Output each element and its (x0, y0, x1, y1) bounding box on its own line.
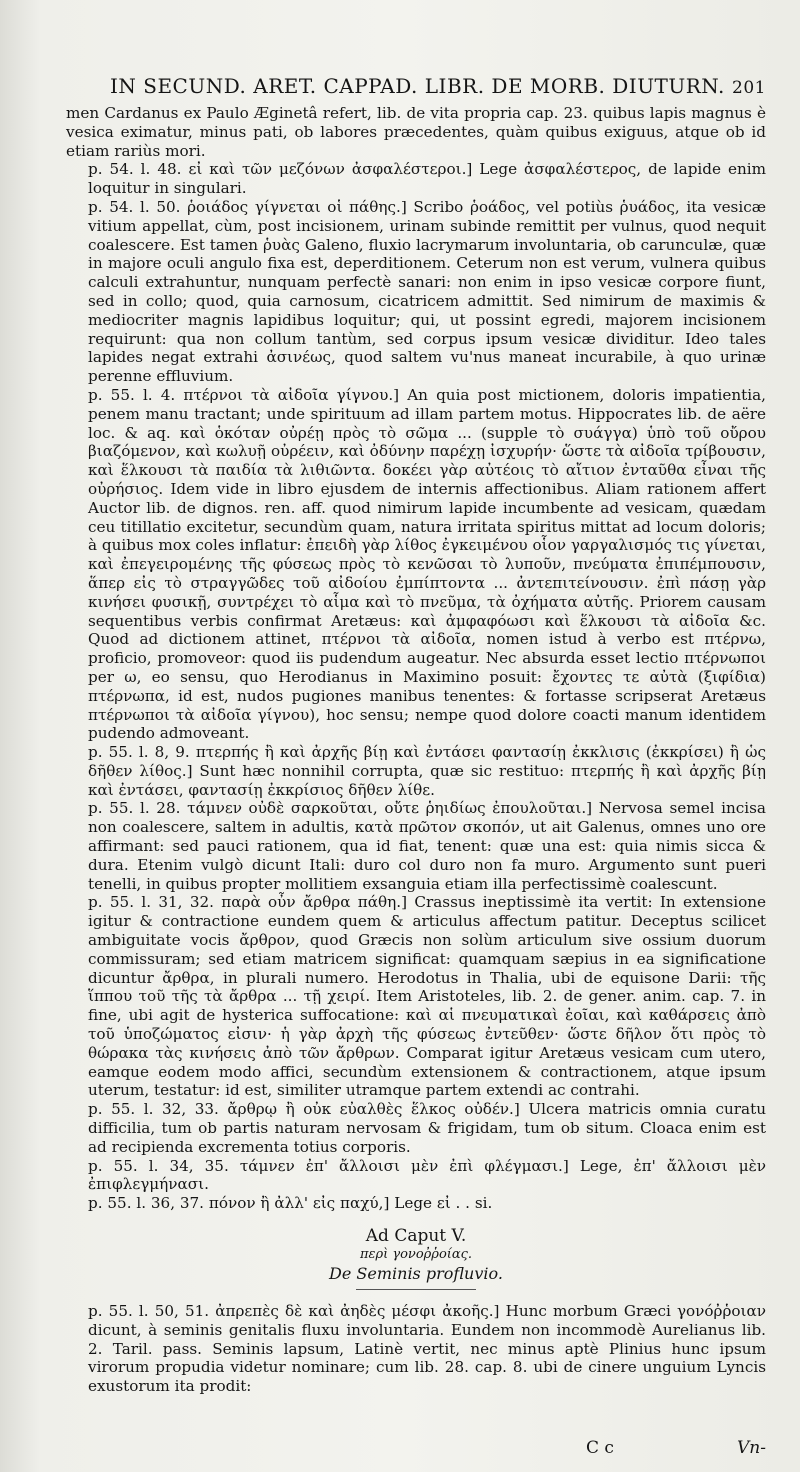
page-footer (66, 1438, 766, 1458)
body-text (66, 104, 766, 1213)
chapter-greek-title: περὶ γονοῤῥοίας. (359, 1247, 473, 1263)
page-number: 201 (732, 78, 766, 98)
paragraph: p. 55. l. 8, 9. πτερπής ἢ καὶ ἀρχῆς βίῃ καὶ ἐντάσει φαντασίῃ ἐκκλισις (ἐκκρίσει) ἢ ὡς δῆθεν λίθος.] Sunt hæc nonnihil corrupta, quæ sic restituo: πτερπής ἢ καὶ ἀρχῆς βίῃ καὶ ἐντάσει, φαντασίῃ ἐκκρίσιος δῆθεν λίθε. (88, 743, 766, 799)
body-text-after (66, 1302, 766, 1396)
signature-mark: C c (586, 1438, 614, 1458)
running-head-title: IN SECUND. ARET. CAPPAD. LIBR. DE MORB. DIUTURN. (110, 74, 725, 98)
paragraph: p. 55. l. 28. τάμνεν οὐδὲ σαρκοῦται, οὔτε ῥηιδίως ἐπουλοῦται.] Nervosa semel incisa non coalescere, saltem in adultis, κατὰ πρῶτον σκοπόν, ut ait Galenus, omnes uno ore affirmant: sed pauci rationem, qua id fiat, tenent: quæ una est: quia nimis sicca & dura. Etenim vulgò dicunt Itali: duro col duro non fa muro. Argumento sunt pueri tenelli, in quibus propter mollitiem exsanguia etiam illa perfectissimè coalescunt. (88, 799, 766, 893)
paragraph: p. 55. l. 32, 33. ἄρθρῳ ἢ οὐκ εὐαλθὲς ἕλκος οὐδέν.] Ulcera matricis omnia curatu difficilia, tum ob partis naturam nervosam & frigidam, tum ob situm. Cloaca enim est ad recipienda excrementa totius corporis. (88, 1100, 766, 1156)
paragraph: p. 54. l. 50. ῥοιάδος γίγνεται οἱ πάθης.] Scribo ῥοάδος, vel potiùs ῥυάδος, ita vesicæ vitium appellat, cùm, post incisionem, urinam subinde remittit per vulnus, quod nequit coalescere. Est tamen ῥυὰς Galeno, fluxio lacrymarum involuntaria, ob carunculæ, quæ in majore oculi angulo fixa est, deperditionem. Ceterum non est verum, vulnera quibus calculi extrahuntur, nunquam perfectè sanari: non enim in ipso vesicæ corpore fiunt, sed in collo; quod, quia carnosum, cicatricem admittit. Sed nimirum de maximis & mediocriter magnis lapidibus loquitur; qui, ut possint egredi, majorem incisionem requirunt: qua non collum tantùm, sed corpus ipsum vesicæ dividitur. Ideo tales lapides negat extrahi ἀσινέως, quod saltem vu'nus maneat incurabile, à quo urinæ perenne effluvium. (88, 197, 766, 386)
running-head (66, 74, 766, 98)
paragraph: p. 54. l. 48. εἰ καὶ τῶν μεζόνων ἀσφαλέστεροι.] Lege ἀσφαλέστερος, de lapide enim loquitur in singulari. (88, 160, 766, 198)
heading-rule (356, 1289, 476, 1290)
paragraph: p. 55. l. 36, 37. πόνον ἢ ἀλλ' εἰς παχύ,] Lege εἰ . . si. (88, 1194, 493, 1213)
catchword: Vn- (737, 1438, 766, 1458)
paragraph: p. 55. l. 31, 32. παρὰ οὖν ἄρθρα πάθη.] Crassus ineptissimè ita vertit: In extensione igitur & contractione eundem quem & articulus affectum patitur. Deceptus scilicet ambiguitate vocis ἄρθρον, quod Græcis non solùm articulum sive ossium duorum commissuram; sed etiam matricem significat: quamquam sæpius in ea significatione dicuntur ἄρθρα, in plurali numero. Herodotus in Thalia, ubi de equisone Darii: τῆς ἵππου τοῦ τῆς τὰ ἄρθρα ... τῇ χειρί. Item Aristoteles, lib. 2. de gener. anim. cap. 7. in fine, ubi agit de hysterica suffocatione: καὶ αἱ πνευματικαὶ ἐοῖαι, καὶ καθάρσεις ἀπὸ τοῦ ὑποζώματος εἰσιν· ἡ γὰρ ἀρχὴ τῆς φύσεως ἐντεῦθεν· ὥστε δῆλον ὅτι πρὸς τὸ θώρακα τὰς κινήσεις ἀπὸ τῶν ἄρθρων. Comparat igitur Aretæus vesicam cum utero, eamque eodem modo affici, secundùm extensionem & contractionem, atque ipsum uterum, testatur: id est, similiter utramque partem extendi ac contrahi. (88, 893, 766, 1100)
paragraph: p. 55. l. 50, 51. ἀπρεπὲς δὲ καὶ ἀηδὲς μέσφι ἀκοῆς.] Hunc morbum Græci γονόῤῥοιαν dicunt, à seminis genitalis fluxu involuntaria. Eundem non incommodè Aurelianus lib. 2. Taril. pass. Seminis lapsum, Latinè vertit, nec minus aptè Plinius hunc ipsum virorum propudia videtur nominare; cum lib. 28. cap. 8. ubi de cinere unguium Lyncis exustorum ita prodit: (88, 1302, 766, 1396)
paragraph: p. 55. l. 34, 35. τάμνεν ἐπ' ἄλλοισι μὲν ἐπὶ φλέγμασι.] Lege, ἐπ' ἄλλοισι μὲν ἐπιφλεγμήνασι. (88, 1156, 766, 1194)
paragraph: men Cardanus ex Paulo Æginetâ refert, lib. de vita propria cap. 23. quibus lapis magnus è vesica eximatur, minus pati, ob labores præcedentes, quàm quibus exiguus, atque ob id etiam rariùs mori. (66, 104, 766, 160)
paragraph: p. 55. l. 4. πτέρνοι τὰ αἰδοῖα γίγνου.] An quia post mictionem, doloris impatientia, penem manu tractant; unde spirituum ad illam partem motus. Hippocrates lib. de aëre loc. & aq. καὶ ὁκόταν οὐρέῃ πρὸς τὸ σῶμα ... (supple τὸ συάγγα) ὑπὸ τοῦ οὔρου βιαζόμενον, καὶ κωλυῇ οὐρέειν, καὶ ὀδύνην παρέχῃ ἰσχυρήν· ὥστε τὰ αἰδοῖα τρίβουσιν, καὶ ἕλκουσι τὰ παιδία τὰ λιθιῶντα. δοκέει γὰρ αὐτέοις τὸ αἴτιον ἐνταῦθα εἶναι τῆς οὐρήσιος. Idem vide in libro ejusdem de internis affectionibus. Aliam rationem affert Auctor lib. de dignos. ren. aff. quod nimirum lapide incumbente ad vesicam, quædam ceu titillatio excitetur, secundùm quam, natura irritata spiritus mittat ad locum doloris; à quibus mox coles inflatur: ἐπειδὴ γὰρ λίθος ἐγκειμένου οἷον γαργαλισμός τις γίνεται, καὶ ἐπεγειρομένης τῆς φύσεως πρὸς τὸ κενῶσαι τὸ λυποῦν, πνεύματα ἐπιπέμπουσιν, ἅπερ εἰς τὸ στραγγῶδες τοῦ αἰδοίου ἐμπίπτοντα ... ἀντεπιτείνουσιν. ἐπὶ πάσῃ γὰρ κινήσει φυσικῇ, συντρέχει τὸ αἷμα καὶ τὸ πνεῦμα, τὰ ὀχήματα αὐτῆς. Priorem causam sequentibus verbis confirmat Aretæus: καὶ ἀμφαφόωσι καὶ ἕλκουσι τὰ αἰδοῖα &c. Quod ad dictionem attinet, πτέρνοι τὰ αἰδοῖα, nomen istud à verbo est πτέρνω, proficio, promoveor: quod iis pudendum augeatur. Nec absurda esset lectio πτέρνωποι per ω, eo sensu, quo Herodianus in Maximino posuit: ἔχοντες τε αὐτὰ (ξιφίδια) πτέρνωπα, id est, nudos pugiones manibus tenentes: & fortasse scripserat Aretæus πτέρνωποι τὰ αἰδοῖα γίγνου), hoc sensu; nempe quod dolore coacti manum identidem pudendo admoveant. (88, 385, 766, 743)
chapter-heading (66, 1225, 766, 1290)
chapter-subtitle: De Seminis profluvio. (329, 1264, 503, 1284)
chapter-title: Ad Caput V. (365, 1226, 467, 1247)
